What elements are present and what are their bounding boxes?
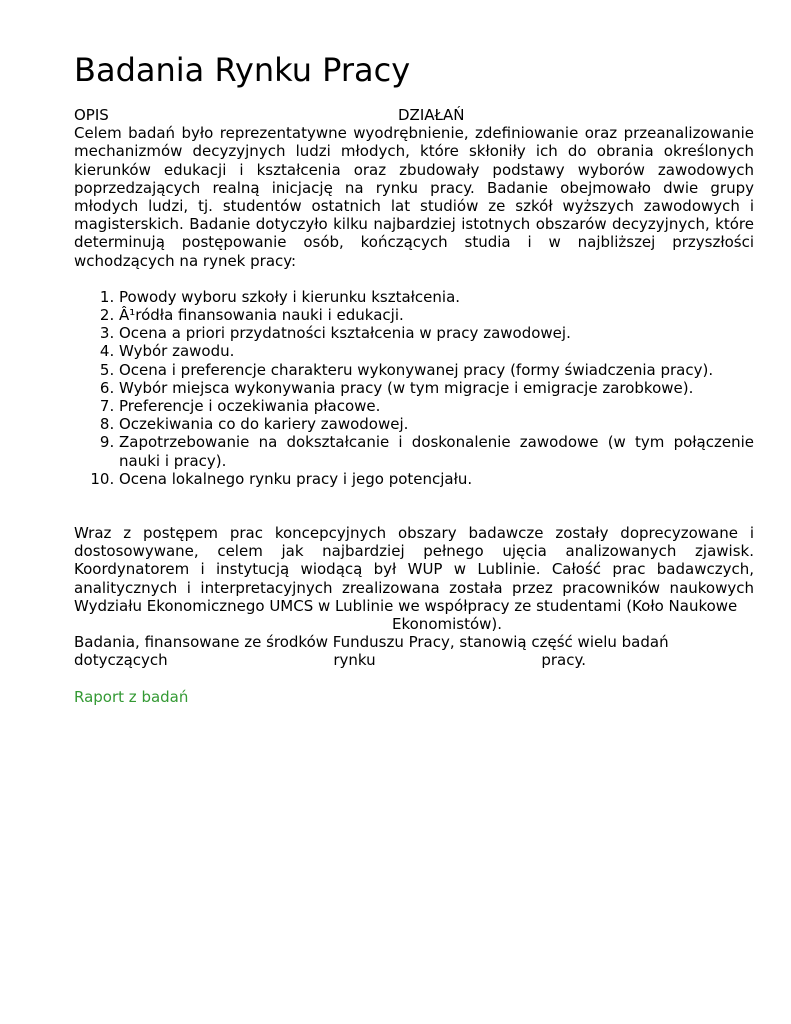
funding-tail xyxy=(74,651,586,669)
list-item: 4. Wybór zawodu. xyxy=(119,342,754,360)
list-item: 6. Wybór miejsca wykonywania pracy (w tym migracje i emigracje zarobkowe). xyxy=(119,379,754,397)
article xyxy=(74,50,754,706)
list-item: 3. Ocena a priori przydatności kształcenia w pracy zawodowej. xyxy=(119,324,754,342)
research-areas-list xyxy=(74,288,754,488)
funding-paragraph: Badania, finansowane ze środków Funduszu Pracy, stanowią część wielu badań xyxy=(74,633,669,652)
heading-left: OPIS xyxy=(74,106,109,124)
list-item: 5. Ocena i preferencje charakteru wykonywanej pracy (formy świadczenia pracy). xyxy=(119,361,754,379)
outro-paragraph: Wraz z postępem prac koncepcyjnych obszary badawcze zostały doprecyzowane i dostosowywane, celem jak najbardziej pełnego ujęcia analizowanych zjawisk. Koordynatorem i instytucją wiodącą był WUP w Lublinie. Całość prac badawczych, analitycznych i interpretacyjnych zrealizowana została przez pracowników naukowych Wydziału Ekonomicznego UMCS w Lublinie we współpracy ze studentami (Koło Naukowe xyxy=(74,524,754,615)
list-item: 7. Preferencje i oczekiwania płacowe. xyxy=(119,397,754,415)
heading-row xyxy=(74,106,754,124)
list-item: 10. Ocena lokalnego rynku pracy i jego potencjału. xyxy=(119,470,754,488)
spacer xyxy=(74,488,754,524)
report-link[interactable]: Raport z badań xyxy=(74,687,189,706)
heading-right: DZIAŁAŃ xyxy=(398,106,465,124)
list-item: 8. Oczekiwania co do kariery zawodowej. xyxy=(119,415,754,433)
outro-tail: Ekonomistów). xyxy=(392,615,503,634)
list-item: 2. Â¹ródła finansowania nauki i edukacji. xyxy=(119,306,754,324)
funding-word: rynku xyxy=(333,651,376,670)
list-item: 9. Zapotrzebowanie na dokształcanie i doskonalenie zawodowe (w tym połączenie nauki i pracy). xyxy=(119,433,754,469)
list-item: 1. Powody wyboru szkoły i kierunku kształcenia. xyxy=(119,288,754,306)
page-title: Badania Rynku Pracy xyxy=(74,51,411,89)
intro-paragraph: Celem badań było reprezentatywne wyodrębnienie, zdefiniowanie oraz przeanalizowanie mechanizmów decyzyjnych ludzi młodych, które skłoniły ich do obrania określonych kierunków edukacji i kształcenia oraz zbudowały podstawy wyborów zawodowych poprzedzających realną inicjację na rynku pracy. Badanie obejmowało dwie grupy młodych ludzi, tj. studentów ostatnich lat studiów ze szkół wyższych zawodowych i magisterskich. Badanie dotyczyło kilku najbardziej istotnych obszarów decyzyjnych, które determinują postępowanie osób, kończących studia i w najbliższej przyszłości wchodzących na rynek pracy: xyxy=(74,124,754,270)
funding-word: pracy. xyxy=(541,651,586,670)
funding-word: dotyczących xyxy=(74,651,168,670)
